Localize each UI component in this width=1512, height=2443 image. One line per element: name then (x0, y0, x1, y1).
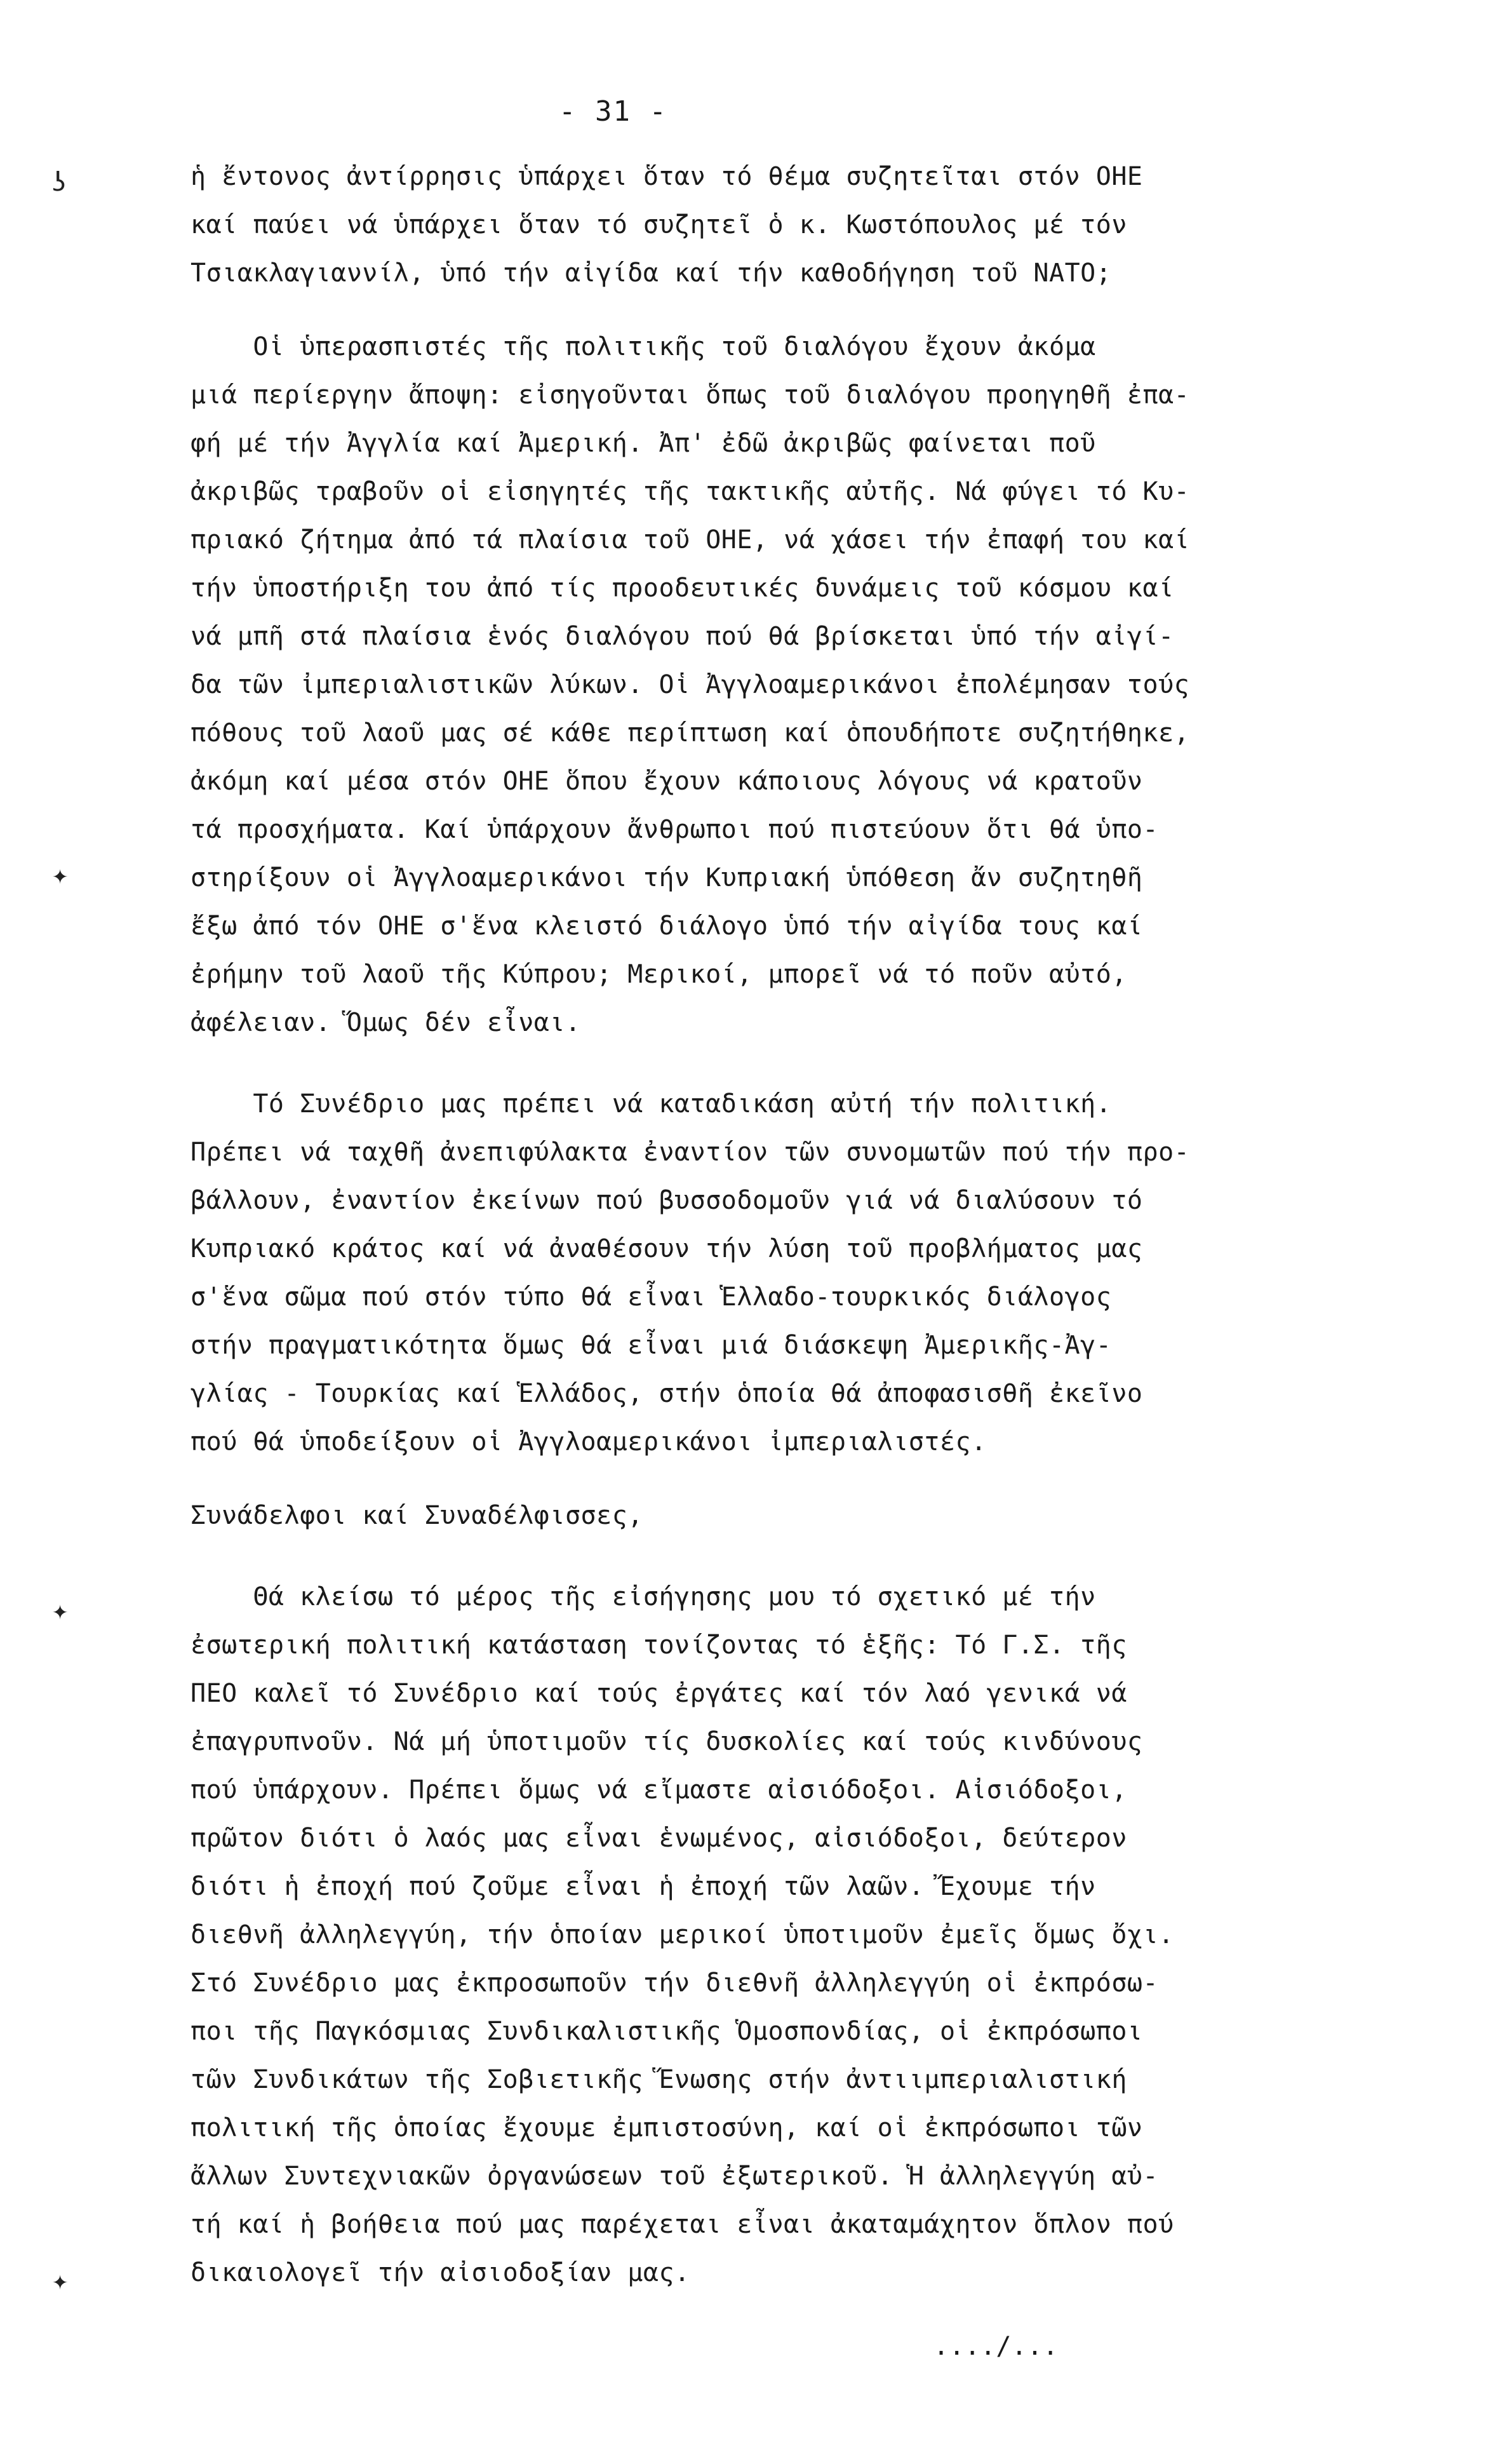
text-line: πού θά ὑποδείξουν οἱ Ἀγγλοαμερικάνοι ἰμπεριαλιστές. (191, 1427, 987, 1457)
text-line: στηρίξουν οἱ Ἀγγλοαμερικάνοι τήν Κυπριακή ὑπόθεση ἄν συζητηθῆ (191, 863, 1143, 892)
text-line: Τσιακλαγιαννίλ, ὑπό τήν αἰγίδα καί τήν καθοδήγηση τοῦ ΝΑΤΟ; (191, 259, 1112, 288)
text-line: σ'ἕνα σῶμα πού στόν τύπο θά εἶναι Ἑλλαδο-τουρκικός διάλογος (191, 1282, 1112, 1312)
text-line: Οἱ ὑπερασπιστές τῆς πολιτικῆς τοῦ διαλόγου ἔχουν ἀκόμα (191, 332, 1096, 361)
document-body (191, 152, 1353, 2371)
margin-mark: ✦ (52, 1594, 69, 1625)
text-line: ἐσωτερική πολιτική κατάσταση τονίζοντας τό ἑξῆς: Τό Γ.Σ. τῆς (191, 1631, 1127, 1660)
paragraph (191, 1573, 1353, 2297)
paragraph (191, 323, 1353, 1047)
margin-mark: ʖ (51, 166, 67, 198)
text-line: διεθνῆ ἀλληλεγγύη, τήν ὁποίαν μερικοί ὑποτιμοῦν ἐμεῖς ὅμως ὄχι. (191, 1920, 1174, 1949)
salutation (191, 1491, 1353, 1540)
text-line: Θά κλείσω τό μέρος τῆς εἰσήγησης μου τό σχετικό μέ τήν (191, 1582, 1096, 1612)
margin-mark: ✦ (52, 859, 69, 890)
text-line: καί παύει νά ὑπάρχει ὅταν τό συζητεῖ ὁ κ. Κωστόπουλος μέ τόν (191, 210, 1127, 239)
margin-mark: ✦ (52, 2265, 69, 2296)
text-line: φή μέ τήν Ἀγγλία καί Ἀμερική. Ἀπ' ἐδῶ ἀκριβῶς φαίνεται ποῦ (191, 429, 1096, 458)
text-line: ἐπαγρυπνοῦν. Νά μή ὑποτιμοῦν τίς δυσκολίες καί τούς κινδύνους (191, 1727, 1143, 1756)
text-line: ἔξω ἀπό τόν ΟΗΕ σ'ἕνα κλειστό διάλογο ὑπό τήν αἰγίδα τους καί (191, 912, 1143, 941)
text-line: ποι τῆς Παγκόσμιας Συνδικαλιστικῆς Ὁμοσπονδίας, οἱ ἐκπρόσωποι (191, 2017, 1143, 2046)
text-line: ἄλλων Συντεχνιακῶν ὀργανώσεων τοῦ ἐξωτερικοῦ. Ἡ ἀλληλεγγύη αὐ- (191, 2162, 1159, 2191)
text-line: πόθους τοῦ λαοῦ μας σέ κάθε περίπτωση καί ὁπουδήποτε συζητήθηκε, (191, 718, 1190, 748)
text-line: Στό Συνέδριο μας ἐκπροσωποῦν τήν διεθνῆ ἀλληλεγγύη οἱ ἐκπρόσω- (191, 1969, 1159, 1998)
text-line: Τό Συνέδριο μας πρέπει νά καταδικάση αὐτή τήν πολιτική. (191, 1089, 1112, 1119)
text-line: δα τῶν ἰμπεριαλιστικῶν λύκων. Οἱ Ἀγγλοαμερικάνοι ἐπολέμησαν τούς (191, 670, 1190, 699)
text-line: ἡ ἔντονος ἀντίρρησις ὑπάρχει ὅταν τό θέμα συζητεῖται στόν ΟΗΕ (191, 162, 1143, 191)
text-line: μιά περίεργην ἄποψη: εἰσηγοῦνται ὅπως τοῦ διαλόγου προηγηθῆ ἐπα- (191, 380, 1190, 410)
text-line: διότι ἡ ἐποχή πού ζοῦμε εἶναι ἡ ἐποχή τῶν λαῶν. Ἔχουμε τήν (191, 1872, 1096, 1901)
text-line: στήν πραγματικότητα ὅμως θά εἶναι μιά διάσκεψη Ἀμερικῆς-Ἀγ- (191, 1331, 1112, 1360)
text-line: Συνάδελφοι καί Συναδέλφισσες, (191, 1501, 643, 1530)
text-line: ἀκόμη καί μέσα στόν ΟΗΕ ὅπου ἔχουν κάποιους λόγους νά κρατοῦν (191, 767, 1143, 796)
text-line: ἀκριβῶς τραβοῦν οἱ εἰσηγητές τῆς τακτικῆς αὐτῆς. Νά φύγει τό Κυ- (191, 477, 1190, 506)
text-line: γλίας - Τουρκίας καί Ἑλλάδος, στήν ὁποία θά ἀποφασισθῆ ἐκεῖνο (191, 1379, 1143, 1408)
continuation-mark: ..../... (933, 2332, 1059, 2361)
text-line: ἐρήμην τοῦ λαοῦ τῆς Κύπρου; Μερικοί, μπορεῖ νά τό ποῦν αὐτό, (191, 960, 1127, 989)
text-line: τῶν Συνδικάτων τῆς Σοβιετικῆς Ἕνωσης στήν ἀντιιμπεριαλιστική (191, 2065, 1127, 2094)
text-line: τήν ὑποστήριξη του ἀπό τίς προοδευτικές δυνάμεις τοῦ κόσμου καί (191, 574, 1174, 603)
text-line: ΠΕΟ καλεῖ τό Συνέδριο καί τούς ἐργάτες καί τόν λαό γενικά νά (191, 1679, 1127, 1708)
text-line: πολιτική τῆς ὁποίας ἔχουμε ἐμπιστοσύνη, καί οἱ ἐκπρόσωποι τῶν (191, 2113, 1143, 2143)
text-line: πριακό ζήτημα ἀπό τά πλαίσια τοῦ ΟΗΕ, νά χάσει τήν ἐπαφή του καί (191, 525, 1190, 555)
text-line: τά προσχήματα. Καί ὑπάρχουν ἄνθρωποι πού πιστεύουν ὅτι θά ὑπο- (191, 815, 1159, 844)
paragraph (191, 1080, 1353, 1466)
text-line: δικαιολογεῖ τήν αἰσιοδοξίαν μας. (191, 2258, 690, 2287)
text-line: βάλλουν, ἐναντίον ἐκείνων πού βυσσοδομοῦν γιά νά διαλύσουν τό (191, 1186, 1143, 1215)
page-number: - 31 - (559, 95, 667, 128)
text-line: νά μπῆ στά πλαίσια ἑνός διαλόγου πού θά βρίσκεται ὑπό τήν αἰγί- (191, 622, 1174, 651)
text-line: πρῶτον διότι ὁ λαός μας εἶναι ἑνωμένος, αἰσιόδοξοι, δεύτερον (191, 1824, 1127, 1853)
paragraph (191, 152, 1353, 297)
text-line: τή καί ἡ βοήθεια πού μας παρέχεται εἶναι ἀκαταμάχητον ὅπλον πού (191, 2210, 1174, 2239)
text-line: Πρέπει νά ταχθῆ ἀνεπιφύλακτα ἐναντίον τῶν συνομωτῶν πού τήν προ- (191, 1138, 1190, 1167)
text-line: πού ὑπάρχουν. Πρέπει ὅμως νά εἴμαστε αἰσιόδοξοι. Αἰσιόδοξοι, (191, 1775, 1127, 1805)
text-line: ἀφέλειαν. Ὅμως δέν εἶναι. (191, 1008, 581, 1037)
text-line: Κυπριακό κράτος καί νά ἀναθέσουν τήν λύση τοῦ προβλήματος μας (191, 1234, 1143, 1263)
